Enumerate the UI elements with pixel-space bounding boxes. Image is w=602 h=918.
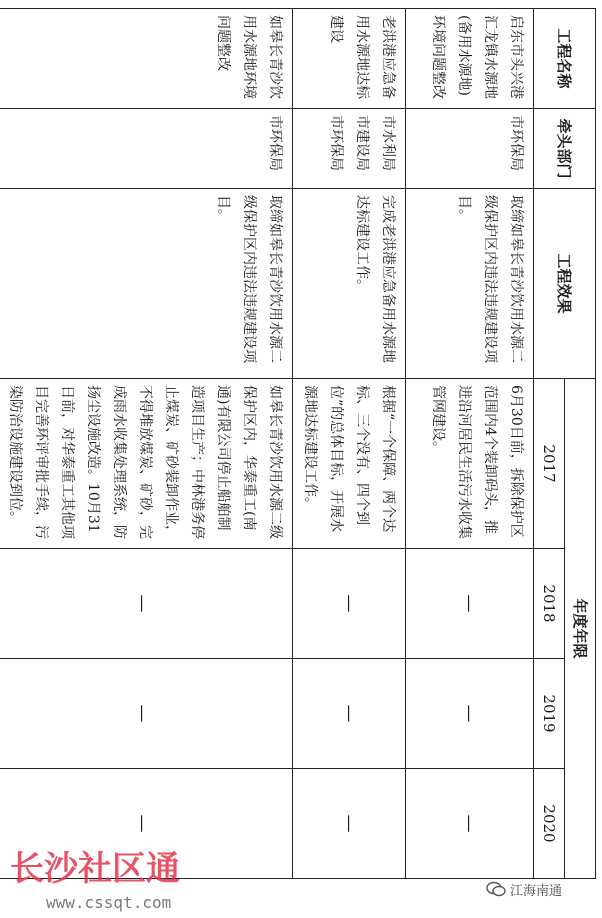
header-row [565,9,596,879]
watermark-url: www.cssqt.com [46,893,172,912]
cell-project: 启东市头兴港汇龙镇水源地(备用水源地)环境问题整改 [406,9,534,109]
watermark-account [486,876,598,902]
table-row [406,9,534,879]
cell-effect: 取缔如皋长青沙饮用水源二级保护区内违法违规建设项目。 [0,189,293,379]
header-effect: 工程效果 [534,189,596,379]
cell-2020: — [406,769,534,879]
cell-effect: 取缔如皋长青沙饮用水源二级保护区内违法违规建设项目。 [406,189,534,379]
cell-2018: — [406,549,534,659]
cell-project: 老洪港应急备用水源地达标建设 [293,9,406,109]
watermark-logo [6,840,226,916]
cell-dept: 市环保局 [0,109,293,189]
cell-2018: — [0,549,293,659]
header-project: 工程名称 [534,9,596,109]
watermark-title: 长沙社区通 [10,849,180,889]
wechat-icon [486,881,506,897]
cell-2020: — [293,769,406,879]
cell-project: 如皋长青沙饮用水源地环境问题整改 [0,9,293,109]
cell-2017: 6月30日前，拆除保护区范围内4个装卸码头，推进沿河居民生活污水收集管网建设。 [406,379,534,549]
cell-2017: 如皋长青沙饮用水源二级保护区内，华泰重工(南通)有限公司停止船舶制造项目生产；中林港务停止煤炭、矿砂装卸作业，不得堆放煤炭、矿砂，完成雨水收集处理系统，防扬尘设施改造。10月31日前，对华泰重工其他项目完善环评审批手续，污染防治设施建设到位。 [0,379,293,549]
header-year-limit: 年度年限 [565,379,596,879]
header-dept: 牵头部门 [534,109,596,189]
cell-2017: 根据“一个保障、两个达标、三个没有、四个到位”的总体目标，开展水源地达标建设工作。 [293,379,406,549]
cell-effect: 完成老洪港应急备用水源地达标建设工作。 [293,189,406,379]
header-year-2018: 2018 [534,549,565,659]
table-row [0,9,293,879]
cell-dept: 市环保局 [406,109,534,189]
cell-2019: — [406,659,534,769]
header-year-2017: 2017 [534,379,565,549]
watermark-account-name: 江海南通 [510,883,563,899]
cell-dept: 市水利局 市建设局 市环保局 [293,109,406,189]
project-table [0,8,596,879]
cell-2019: — [293,659,406,769]
header-year-2020: 2020 [534,769,565,879]
table-row [293,9,406,879]
cell-2020: — [0,769,293,879]
header-year-2019: 2019 [534,659,565,769]
cell-2018: — [293,549,406,659]
cell-2019: — [0,659,293,769]
